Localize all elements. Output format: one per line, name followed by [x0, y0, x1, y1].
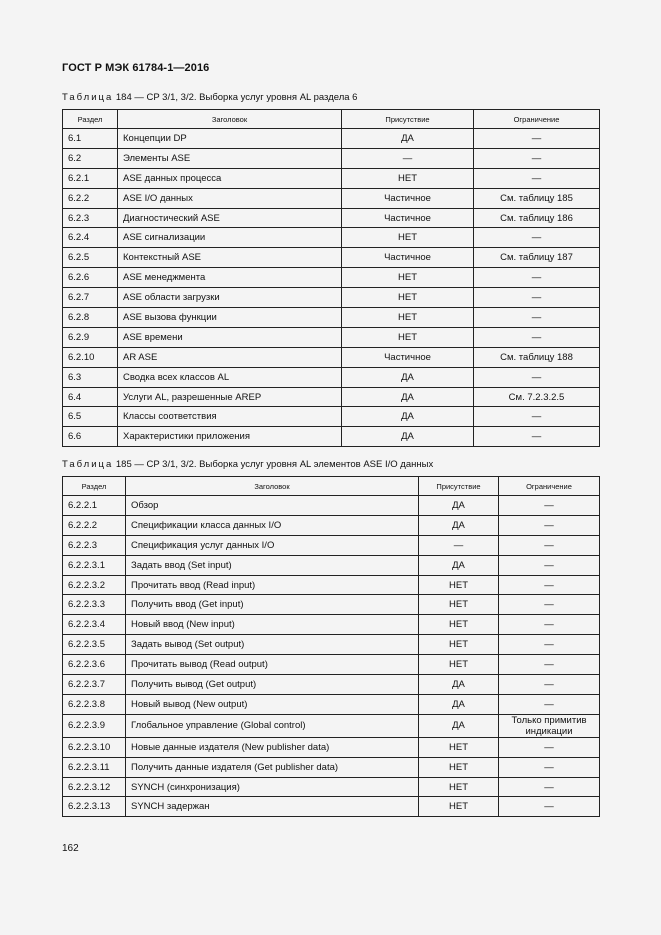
table-row [63, 635, 600, 655]
cell-title: Обзор [126, 496, 419, 516]
cell-title: Элементы ASE [118, 148, 342, 168]
cell-title: SYNCH (синхронизация) [126, 777, 419, 797]
document-title: ГОСТ Р МЭК 61784-1—2016 [62, 62, 210, 74]
cell-restriction: — [499, 575, 600, 595]
cell-restriction: — [499, 797, 600, 817]
cell-section: 6.2.4 [63, 228, 118, 248]
cell-presence: НЕТ [342, 288, 474, 308]
cell-title: SYNCH задержан [126, 797, 419, 817]
table-row [63, 387, 600, 407]
cell-restriction: — [499, 694, 600, 714]
cell-title: Новый ввод (New input) [126, 615, 419, 635]
cell-presence: НЕТ [419, 615, 499, 635]
table-row [63, 367, 600, 387]
cell-section: 6.2.6 [63, 268, 118, 288]
cell-title: ASE сигнализации [118, 228, 342, 248]
cell-restriction: — [499, 555, 600, 575]
cell-title: Диагностический ASE [118, 208, 342, 228]
cell-presence: ДА [342, 427, 474, 447]
cell-restriction: — [474, 327, 600, 347]
cell-restriction: — [499, 535, 600, 555]
cell-title: ASE вызова функции [118, 308, 342, 328]
cell-title: Сводка всех классов AL [118, 367, 342, 387]
cell-title: ASE области загрузки [118, 288, 342, 308]
cell-section: 6.2.2.3.13 [63, 797, 126, 817]
table-row [63, 288, 600, 308]
table-185 [62, 476, 600, 817]
cell-presence: — [419, 535, 499, 555]
table-185-body [63, 496, 600, 817]
column-header-presence: Присутствие [342, 110, 474, 129]
cell-restriction: — [474, 168, 600, 188]
table-row [63, 575, 600, 595]
table-184-body [63, 129, 600, 447]
cell-presence: НЕТ [419, 777, 499, 797]
cell-section: 6.2.3 [63, 208, 118, 228]
table-row [63, 228, 600, 248]
cell-presence: Частичное [342, 208, 474, 228]
table-row [63, 208, 600, 228]
cell-restriction: См. таблицу 188 [474, 347, 600, 367]
cell-section: 6.6 [63, 427, 118, 447]
cell-section: 6.2.8 [63, 308, 118, 328]
cell-restriction: — [474, 129, 600, 149]
table-row [63, 347, 600, 367]
cell-section: 6.2.2.3.1 [63, 555, 126, 575]
cell-presence: ДА [419, 714, 499, 737]
column-header-section: Раздел [63, 477, 126, 496]
cell-section: 6.2.2.3.7 [63, 675, 126, 695]
cell-title: Спецификации класса данных I/O [126, 515, 419, 535]
cell-restriction: — [499, 777, 600, 797]
cell-restriction: — [474, 148, 600, 168]
cell-title: Спецификация услуг данных I/O [126, 535, 419, 555]
cell-presence: НЕТ [419, 797, 499, 817]
column-header-title: Заголовок [126, 477, 419, 496]
cell-title: Прочитать вывод (Read output) [126, 655, 419, 675]
cell-section: 6.2.10 [63, 347, 118, 367]
cell-section: 6.2.2.3.12 [63, 777, 126, 797]
cell-section: 6.2 [63, 148, 118, 168]
cell-presence: — [342, 148, 474, 168]
table-row [63, 308, 600, 328]
cell-section: 6.2.2.3 [63, 535, 126, 555]
cell-presence: ДА [342, 387, 474, 407]
cell-title: Получить вывод (Get output) [126, 675, 419, 695]
table-row [63, 427, 600, 447]
table-row [63, 757, 600, 777]
cell-restriction: — [499, 635, 600, 655]
cell-section: 6.3 [63, 367, 118, 387]
table-row [63, 268, 600, 288]
cell-restriction: — [474, 268, 600, 288]
cell-presence: ДА [419, 515, 499, 535]
table-185-caption-text: 185 — CP 3/1, 3/2. Выборка услуг уровня AL элементов ASE I/O данных [113, 459, 434, 470]
table-header-row [63, 110, 600, 129]
table-row [63, 188, 600, 208]
cell-restriction: — [474, 228, 600, 248]
cell-restriction: — [474, 367, 600, 387]
cell-restriction: — [499, 615, 600, 635]
cell-restriction: Только примитив индикации [499, 714, 600, 737]
cell-presence: ДА [342, 407, 474, 427]
column-header-restriction: Ограничение [474, 110, 600, 129]
cell-restriction: См. таблицу 186 [474, 208, 600, 228]
table-184 [62, 109, 600, 447]
table-row [63, 129, 600, 149]
cell-title: Контекстный ASE [118, 248, 342, 268]
table-row [63, 655, 600, 675]
cell-title: Новые данные издателя (New publisher data) [126, 737, 419, 757]
cell-title: Задать вывод (Set output) [126, 635, 419, 655]
table-row [63, 595, 600, 615]
table-185-caption-lead: Таблица [62, 459, 114, 470]
cell-presence: ДА [419, 675, 499, 695]
cell-restriction: — [474, 288, 600, 308]
table-row [63, 515, 600, 535]
cell-title: Классы соответствия [118, 407, 342, 427]
table-184-caption-text: 184 — CP 3/1, 3/2. Выборка услуг уровня AL раздела 6 [113, 92, 358, 103]
cell-section: 6.2.2.3.5 [63, 635, 126, 655]
cell-title: Услуги AL, разрешенные AREP [118, 387, 342, 407]
table-185-caption [62, 459, 433, 470]
cell-title: Получить ввод (Get input) [126, 595, 419, 615]
table-row [63, 615, 600, 635]
cell-section: 6.2.2.3.11 [63, 757, 126, 777]
column-header-presence: Присутствие [419, 477, 499, 496]
cell-restriction: — [474, 308, 600, 328]
cell-restriction: — [499, 515, 600, 535]
table-row [63, 797, 600, 817]
cell-presence: Частичное [342, 248, 474, 268]
cell-section: 6.2.2.2 [63, 515, 126, 535]
cell-title: Глобальное управление (Global control) [126, 714, 419, 737]
cell-restriction: — [499, 675, 600, 695]
cell-restriction: См. таблицу 187 [474, 248, 600, 268]
cell-presence: НЕТ [419, 737, 499, 757]
cell-section: 6.2.2.3.8 [63, 694, 126, 714]
cell-section: 6.2.1 [63, 168, 118, 188]
cell-presence: НЕТ [342, 228, 474, 248]
cell-section: 6.2.2.3.4 [63, 615, 126, 635]
cell-title: Прочитать ввод (Read input) [126, 575, 419, 595]
column-header-title: Заголовок [118, 110, 342, 129]
cell-title: Получить данные издателя (Get publisher data) [126, 757, 419, 777]
cell-restriction: — [499, 737, 600, 757]
table-row [63, 675, 600, 695]
cell-presence: ДА [419, 694, 499, 714]
cell-title: Концепции DP [118, 129, 342, 149]
table-row [63, 555, 600, 575]
cell-section: 6.2.2.3.9 [63, 714, 126, 737]
cell-presence: НЕТ [342, 308, 474, 328]
cell-section: 6.2.2.1 [63, 496, 126, 516]
cell-section: 6.2.2.3.2 [63, 575, 126, 595]
table-header-row [63, 477, 600, 496]
cell-title: ASE менеджмента [118, 268, 342, 288]
cell-presence: Частичное [342, 188, 474, 208]
table-row [63, 407, 600, 427]
cell-section: 6.2.9 [63, 327, 118, 347]
cell-section: 6.1 [63, 129, 118, 149]
cell-title: ASE I/O данных [118, 188, 342, 208]
cell-title: ASE времени [118, 327, 342, 347]
page-number: 162 [62, 843, 79, 854]
cell-restriction: — [499, 496, 600, 516]
cell-restriction: — [499, 655, 600, 675]
cell-restriction: — [499, 757, 600, 777]
cell-section: 6.2.2.3.6 [63, 655, 126, 675]
cell-title: ASE данных процесса [118, 168, 342, 188]
table-184-caption-lead: Таблица [62, 92, 114, 103]
table-row [63, 496, 600, 516]
cell-presence: ДА [419, 555, 499, 575]
cell-section: 6.5 [63, 407, 118, 427]
cell-restriction: — [474, 427, 600, 447]
table-row [63, 248, 600, 268]
cell-title: Задать ввод (Set input) [126, 555, 419, 575]
cell-section: 6.2.7 [63, 288, 118, 308]
cell-presence: ДА [342, 367, 474, 387]
table-row [63, 327, 600, 347]
cell-presence: НЕТ [419, 757, 499, 777]
cell-title: Новый вывод (New output) [126, 694, 419, 714]
cell-presence: НЕТ [342, 168, 474, 188]
cell-presence: НЕТ [342, 268, 474, 288]
table-184-caption [62, 92, 357, 103]
table-row [63, 148, 600, 168]
table-row [63, 714, 600, 737]
cell-presence: НЕТ [342, 327, 474, 347]
table-row [63, 168, 600, 188]
cell-section: 6.2.2.3.3 [63, 595, 126, 615]
table-row [63, 535, 600, 555]
cell-presence: Частичное [342, 347, 474, 367]
column-header-section: Раздел [63, 110, 118, 129]
cell-restriction: — [474, 407, 600, 427]
cell-section: 6.2.2 [63, 188, 118, 208]
cell-presence: НЕТ [419, 575, 499, 595]
table-row [63, 694, 600, 714]
cell-presence: НЕТ [419, 655, 499, 675]
cell-restriction: — [499, 595, 600, 615]
table-row [63, 737, 600, 757]
column-header-restriction: Ограничение [499, 477, 600, 496]
table-row [63, 777, 600, 797]
cell-title: AR ASE [118, 347, 342, 367]
cell-restriction: См. таблицу 185 [474, 188, 600, 208]
cell-section: 6.2.2.3.10 [63, 737, 126, 757]
cell-presence: ДА [342, 129, 474, 149]
cell-section: 6.2.5 [63, 248, 118, 268]
cell-presence: НЕТ [419, 595, 499, 615]
cell-section: 6.4 [63, 387, 118, 407]
cell-presence: НЕТ [419, 635, 499, 655]
cell-restriction: См. 7.2.3.2.5 [474, 387, 600, 407]
cell-presence: ДА [419, 496, 499, 516]
cell-title: Характеристики приложения [118, 427, 342, 447]
